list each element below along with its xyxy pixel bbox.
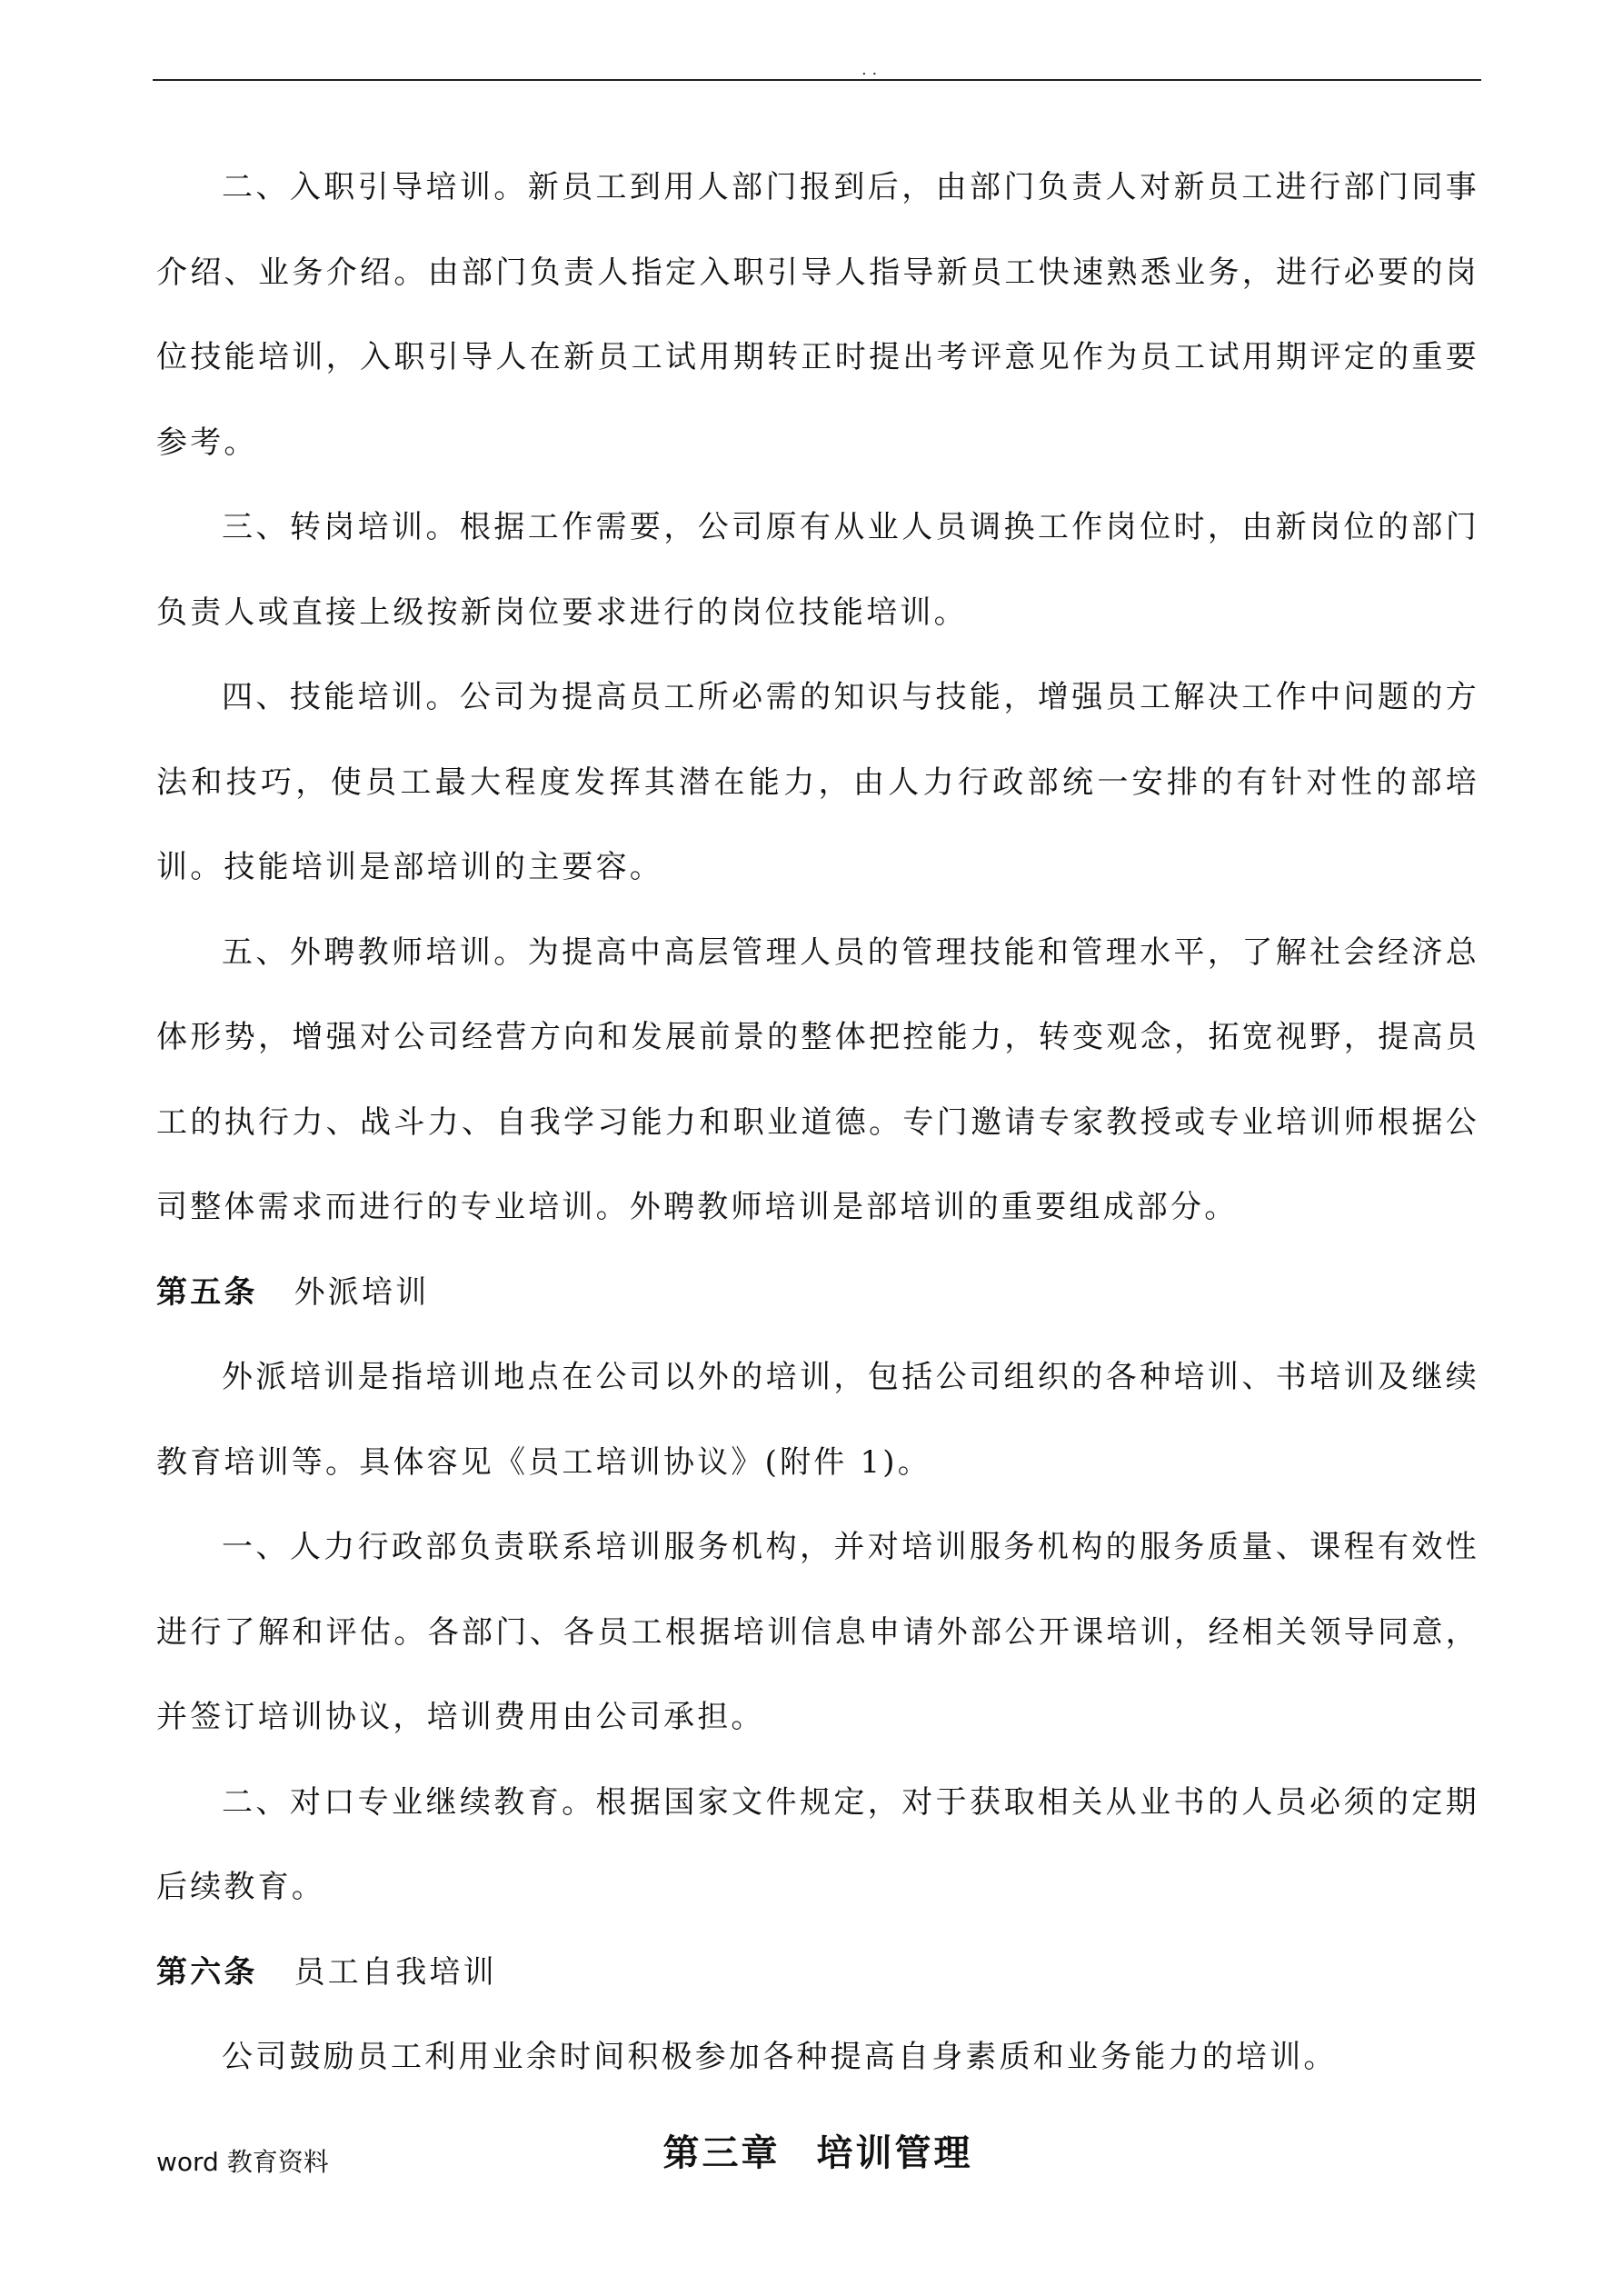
article-5-heading [156,1251,1479,1336]
paragraph-onboarding-training: 二、入职引导培训。新员工到用人部门报到后，由部门负责人对新员工进行部门同事介绍、业务介绍。由部门负责人指定入职引导人指导新员工快速熟悉业务，进行必要的岗位技能培训，入职引导人在新员工试用期转正时提出考评意见作为员工试用期评定的重要参考。 [156,169,1479,461]
article-5-title: 外派培训 [294,1273,430,1311]
document-body [156,145,1479,2199]
paragraph-skills-training: 四、技能培训。公司为提高员工所必需的知识与技能，增强员工解决工作中问题的方法和技巧，使员工最大程度发挥其潜在能力，由人力行政部统一安排的有针对性的部培训。技能培训是部培训的主要容。 [156,679,1479,885]
paragraph-external-service-agencies: 一、人力行政部负责联系培训服务机构，并对培训服务机构的服务质量、课程有效性进行了解和评估。各部门、各员工根据培训信息申请外部公开课培训，经相关领导同意，并签订培训协议，培训费用由公司承担。 [156,1529,1479,1735]
header-rule [153,79,1481,81]
article-5-label: 第五条 [156,1273,258,1311]
chapter-heading [156,2108,1479,2199]
paragraph-transfer-training: 三、转岗培训。根据工作需要，公司原有从业人员调换工作岗位时，由新岗位的部门负责人或直接上级按新岗位要求进行的岗位技能培训。 [156,509,1479,631]
footer-label: word 教育资料 [156,2147,329,2177]
paragraph-self-training: 公司鼓励员工利用业余时间积极参加各种提高自身素质和业务能力的培训。 [222,2039,1338,2075]
paragraph-continuing-education: 二、对口专业继续教育。根据国家文件规定，对于获取相关从业书的人员必须的定期后续教育。 [156,1783,1479,1905]
chapter-title: 培训管理 [816,2131,973,2174]
article-6-heading [156,1931,1479,2016]
paragraph-external-training-definition: 外派培训是指培训地点在公司以外的培训，包括公司组织的各种培训、书培训及继续教育培训等。具体容见《员工培训协议》(附件 1)。 [156,1359,1479,1481]
header-mark: . . [861,60,878,79]
article-6-title: 员工自我培训 [294,1953,497,1991]
chapter-number: 第三章 [662,2131,781,2174]
paragraph-external-teacher-training: 五、外聘教师培训。为提高中高层管理人员的管理技能和管理水平，了解社会经济总体形势，增强对公司经营方向和发展前景的整体把控能力，转变观念，拓宽视野，提高员工的执行力、战斗力、自我学习能力和职业道德。专门邀请专家教授或专业培训师根据公司整体需求而进行的专业培训。外聘教师培训是部培训的重要组成部分。 [156,933,1479,1225]
article-6-label: 第六条 [156,1953,258,1991]
